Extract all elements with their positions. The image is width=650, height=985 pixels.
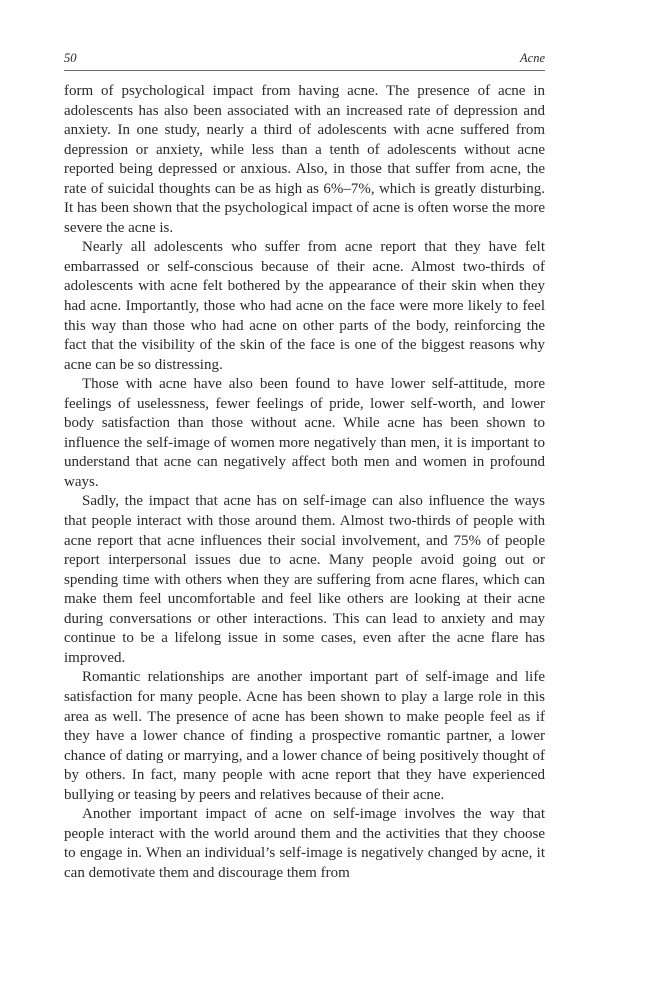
paragraph-3: Those with acne have also been found to have lower self-attitude, more feelings of uselessness, fewer feelings of pride, lower self-worth, and lower body satisfaction than those without acne. While acne has been shown to influence the self-image of women more negatively than men, it is important to understand that acne can negatively affect both men and women in profound ways. <box>64 376 545 490</box>
paragraph-2: Nearly all adolescents who suffer from acne report that they have felt embarrassed or self-conscious because of their acne. Almost two-thirds of adolescents with acne felt bothered by the appearance of their skin when they had acne. Importantly, those who had acne on the face were more likely to feel this way than those who had acne on other parts of the body, reinforcing the fact that the visibility of the skin of the face is one of the biggest reasons why acne can be so distressing. <box>64 239 545 373</box>
page-number: 50 <box>64 51 77 65</box>
paragraph-1: form of psychological impact from having acne. The presence of acne in adolescents has also been associated with an increased rate of depression and anxiety. In one study, nearly a third of adolescents with acne suffered from depression or anxiety, while less than a tenth of adolescents without acne reported being depressed or anxious. Also, in those that suffer from acne, the rate of suicidal thoughts can be as high as 6%–7%, which is greatly disturbing. It has been shown that the psychological impact of acne is often worse the more severe the acne is. <box>64 83 545 236</box>
body-text <box>64 82 545 883</box>
paragraph-6: Another important impact of acne on self-image involves the way that people interact with the world around them and the activities that they choose to engage in. When an individual’s self-image is negatively changed by acne, it can demotivate them and discourage them from <box>64 806 545 881</box>
running-header <box>64 50 545 71</box>
running-title: Acne <box>520 51 545 65</box>
paragraph-4: Sadly, the impact that acne has on self-image can also influence the ways that people interact with those around them. Almost two-thirds of people with acne report that acne influences their social involvement, and 75% of people report interpersonal issues due to acne. Many people avoid going out or spending time with others when they are suffering from acne flares, which can make them feel uncomfortable and feel like others are looking at their acne during conversations or other interactions. This can lead to anxiety and may continue to be a lifelong issue in some cases, even after the acne flare has improved. <box>64 493 545 666</box>
book-page <box>64 50 545 883</box>
paragraph-5: Romantic relationships are another important part of self-image and life satisfaction for many people. Acne has been shown to play a large role in this area as well. The presence of acne has been shown to make people feel as if they have a lower chance of finding a prospective romantic partner, a lower chance of dating or marrying, and a lower chance of being positively thought of by others. In fact, many people with acne report that they have experienced bullying or teasing by peers and relatives because of their acne. <box>64 669 545 803</box>
